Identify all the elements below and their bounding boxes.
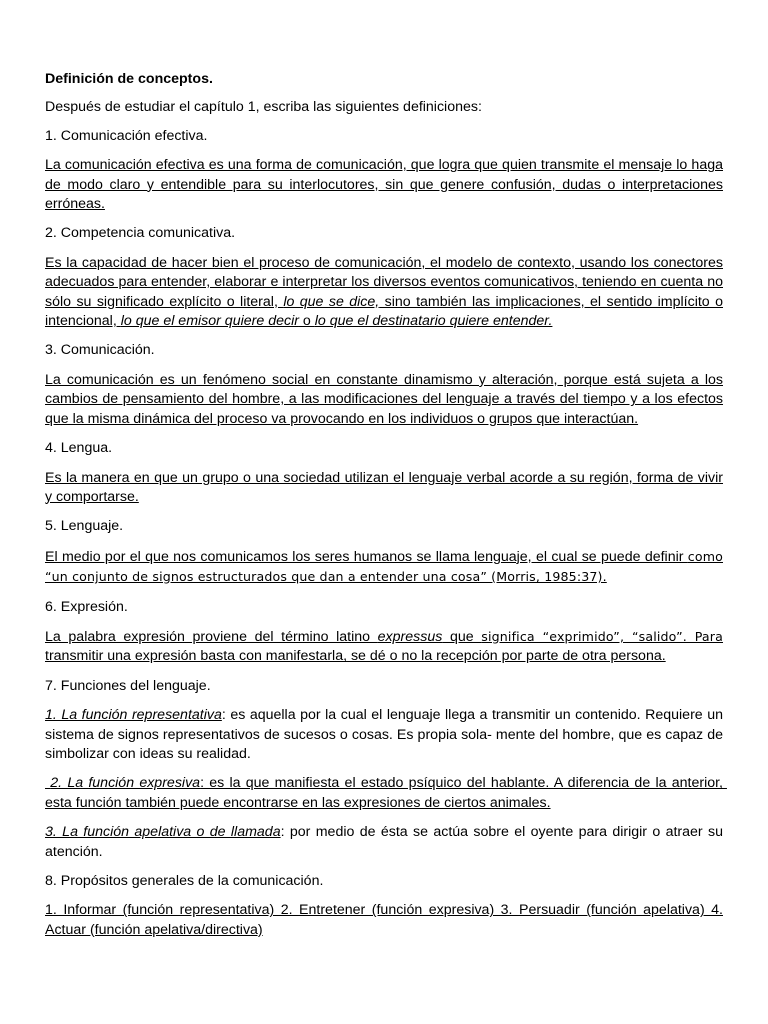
heading-propositos: 8. Propósitos generales de la comunicación. — [45, 873, 324, 889]
heading-comunicacion: 3. Comunicación. — [45, 342, 155, 359]
definition-comunicacion-efectiva: La comunicación efectiva es una forma de comunicación, que logra que quien transmite el mensaje lo haga de modo claro y entendible para su interlocutores, sin que genere confusión, dudas o interpretaciones erróneas. — [45, 157, 723, 213]
italic-term: expressus — [377, 628, 443, 645]
definition-text: sino también las implicaciones, el sentido implícito o intencional, — [45, 293, 723, 330]
function-label: 3. La función apelativa o de llamada — [45, 824, 281, 841]
definition-text: que — [442, 628, 482, 645]
definition-text: o — [298, 313, 315, 330]
definition-text: Es la capacidad de hacer bien el proceso de comunicación, el modelo de contexto, usando los conectores adecuados para entender, elaborar e interpretar los diversos eventos comunicativos, teniendo en cuenta no sólo su significado explícito o literal, — [45, 254, 723, 310]
definition-lengua: Es la manera en que un grupo o una sociedad utilizan el lenguaje verbal acorde a su región, forma de vivir y comportarse. — [45, 469, 723, 505]
function-label: 2. La función expresiva — [45, 775, 201, 792]
italic-phrase: lo que el emisor quiere decir — [120, 313, 299, 330]
function-representativa — [45, 706, 723, 764]
function-expresiva — [45, 774, 727, 813]
heading-comunicacion-efectiva: 1. Comunicación efectiva. — [45, 127, 208, 144]
definition-text: transmitir una expresión basta con manifestarla, se dé o no la recepción por parte de otra persona. — [45, 648, 666, 665]
definition-competencia-comunicativa — [45, 254, 723, 332]
heading-competencia-comunicativa: 2. Competencia comunicativa. — [45, 225, 236, 242]
heading-lenguaje: 5. Lenguaje. — [45, 518, 124, 535]
function-label: 1. La función representativa — [45, 707, 222, 724]
definition-text: La palabra expresión proviene del término latino — [45, 628, 378, 645]
instructions: Después de estudiar el capítulo 1, escriba las siguientes definiciones: — [45, 99, 482, 116]
definition-comunicacion: La comunicación es un fenómeno social en constante dinamismo y alteración, porque está sujeta a los cambios de pensamiento del hombre, a las modificaciones del lenguaje a través del tiempo y a los efectos que la misma dinámica del proceso va provocando en los individuos o grupos que interactúan. — [45, 371, 723, 427]
definition-expresion — [45, 627, 723, 667]
heading-funciones-lenguaje: 7. Funciones del lenguaje. — [45, 677, 211, 694]
quoted-citation: como “un conjunto de signos estructurados que dan a entender una cosa” (Morris, 1985:37). — [45, 548, 723, 585]
quoted-meaning: significa “exprimido”, “salido”. Para — [481, 628, 723, 644]
heading-expresion: 6. Expresión. — [45, 598, 128, 615]
document-page — [45, 70, 727, 950]
function-text: : por medio de ésta se actúa sobre el oyente para dirigir o atraer su atención. — [45, 824, 723, 860]
document-title: Definición de conceptos. — [45, 71, 213, 87]
definition-lenguaje — [45, 547, 723, 588]
heading-lengua: 4. Lengua. — [45, 440, 113, 457]
function-apelativa — [45, 823, 723, 862]
function-text: : es aquella por la cual el lenguaje llega a transmitir un contenido. Requiere un sistema de signos representativos de sucesos o cosas. Es propia sola- mente del hombre, que es capaz de simbolizar con ideas su realidad. — [45, 707, 724, 762]
italic-phrase: lo que se dice, — [283, 293, 380, 310]
function-text: : es la que manifiesta el estado psíquico del hablante. A diferencia de la anterior, esta función también puede encontrarse en las expresiones de ciertos animales. — [45, 775, 727, 811]
definition-propositos: 1. Informar (función representativa) 2. Entretener (función expresiva) 3. Persuadir (función apelativa) 4. Actuar (función apelativa/directiva) — [45, 902, 723, 938]
definition-text: El medio por el que nos comunicamos los seres humanos se llama lenguaje, el cual se puede definir — [45, 548, 688, 565]
italic-phrase: lo que el destinatario quiere entender. — [314, 313, 553, 330]
